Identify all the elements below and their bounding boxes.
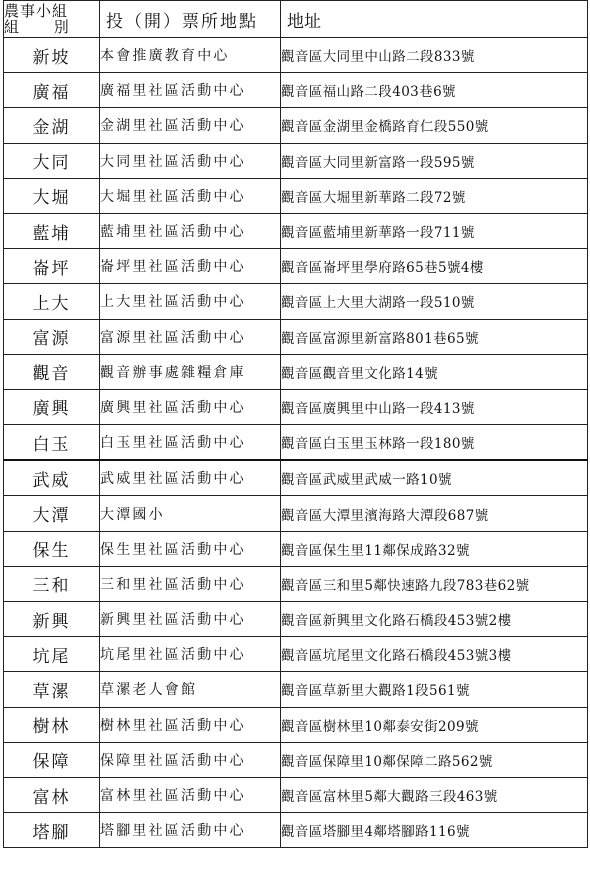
site-cell: 草漯老人會館 [100,672,281,707]
address-cell: 觀音區大潭里濱海路大潭段687號 [281,496,588,531]
group-cell: 樹林 [4,707,100,742]
table-row [4,672,588,707]
address-cell: 觀音區崙坪里學府路65巷5號4樓 [281,249,588,284]
site-cell: 保障里社區活動中心 [100,742,281,777]
group-cell: 觀音 [4,354,100,389]
header-group-line2: 組 別 [4,18,69,36]
address-cell: 觀音區藍埔里新華路一段711號 [281,213,588,248]
address-cell: 觀音區草新里大觀路1段561號 [281,672,588,707]
polling-site-sheet [3,0,587,848]
table-row [4,143,588,178]
site-cell: 塔腳里社區活動中心 [100,813,281,848]
site-cell: 金湖里社區活動中心 [100,108,281,143]
table-row [4,742,588,777]
table-row [4,707,588,742]
address-cell: 觀音區武威里武威一路10號 [281,460,588,496]
table-header-row [4,1,588,38]
group-cell: 上大 [4,284,100,319]
table-row [4,425,588,461]
site-cell: 崙坪里社區活動中心 [100,249,281,284]
site-cell: 武威里社區活動中心 [100,460,281,496]
table-row [4,531,588,566]
address-cell: 觀音區坑尾里文化路石橋段453號3樓 [281,637,588,672]
address-cell: 觀音區白玉里玉林路一段180號 [281,425,588,461]
address-cell: 觀音區大同里新富路一段595號 [281,143,588,178]
table-row [4,284,588,319]
table-row [4,108,588,143]
group-cell: 大堀 [4,178,100,213]
group-cell: 新興 [4,602,100,637]
group-cell: 富源 [4,319,100,354]
header-group-line1: 農事小組 [4,2,69,20]
address-cell: 觀音區保生里11鄰保成路32號 [281,531,588,566]
site-cell: 本會推廣教育中心 [100,38,281,73]
group-cell: 白玉 [4,425,100,461]
address-cell: 觀音區廣興里中山路一段413號 [281,389,588,424]
group-cell: 廣福 [4,73,100,108]
table-row [4,249,588,284]
address-cell: 觀音區大堀里新華路二段72號 [281,178,588,213]
site-cell: 三和里社區活動中心 [100,566,281,601]
site-cell: 坑尾里社區活動中心 [100,637,281,672]
site-cell: 富林里社區活動中心 [100,777,281,812]
address-cell: 觀音區三和里5鄰快速路九段783巷62號 [281,566,588,601]
group-cell: 廣興 [4,389,100,424]
table-body [4,38,588,848]
polling-site-table [3,0,588,848]
group-cell: 藍埔 [4,213,100,248]
group-cell: 武威 [4,460,100,496]
header-address: 地址 [281,1,588,38]
table-row [4,566,588,601]
site-cell: 保生里社區活動中心 [100,531,281,566]
header-site: 投（開）票所地點 [100,1,281,38]
group-cell: 三和 [4,566,100,601]
address-cell: 觀音區保障里10鄰保障二路562號 [281,742,588,777]
site-cell: 新興里社區活動中心 [100,602,281,637]
address-cell: 觀音區福山路二段403巷6號 [281,73,588,108]
address-cell: 觀音區富源里新富路801巷65號 [281,319,588,354]
site-cell: 藍埔里社區活動中心 [100,213,281,248]
group-cell: 大潭 [4,496,100,531]
site-cell: 觀音辦事處雜糧倉庫 [100,354,281,389]
site-cell: 白玉里社區活動中心 [100,425,281,461]
table-row [4,319,588,354]
group-cell: 富林 [4,777,100,812]
site-cell: 樹林里社區活動中心 [100,707,281,742]
group-cell: 崙坪 [4,249,100,284]
table-row [4,389,588,424]
site-cell: 富源里社區活動中心 [100,319,281,354]
table-row [4,813,588,848]
table-row [4,602,588,637]
address-cell: 觀音區富林里5鄰大觀路三段463號 [281,777,588,812]
table-row [4,73,588,108]
group-cell: 坑尾 [4,637,100,672]
address-cell: 觀音區樹林里10鄰泰安街209號 [281,707,588,742]
site-cell: 大堀里社區活動中心 [100,178,281,213]
table-row [4,354,588,389]
header-group [4,1,100,38]
table-row [4,38,588,73]
address-cell: 觀音區塔腳里4鄰塔腳路116號 [281,813,588,848]
table-row [4,777,588,812]
site-cell: 廣興里社區活動中心 [100,389,281,424]
table-row [4,178,588,213]
table-row [4,213,588,248]
address-cell: 觀音區金湖里金橋路育仁段550號 [281,108,588,143]
group-cell: 塔腳 [4,813,100,848]
site-cell: 廣福里社區活動中心 [100,73,281,108]
group-cell: 保障 [4,742,100,777]
address-cell: 觀音區新興里文化路石橋段453號2樓 [281,602,588,637]
table-row [4,460,588,496]
site-cell: 上大里社區活動中心 [100,284,281,319]
group-cell: 新坡 [4,38,100,73]
group-cell: 大同 [4,143,100,178]
site-cell: 大潭國小 [100,496,281,531]
table-row [4,637,588,672]
group-cell: 保生 [4,531,100,566]
site-cell: 大同里社區活動中心 [100,143,281,178]
group-cell: 金湖 [4,108,100,143]
group-cell: 草漯 [4,672,100,707]
table-row [4,496,588,531]
address-cell: 觀音區大同里中山路二段833號 [281,38,588,73]
address-cell: 觀音區觀音里文化路14號 [281,354,588,389]
address-cell: 觀音區上大里大湖路一段510號 [281,284,588,319]
